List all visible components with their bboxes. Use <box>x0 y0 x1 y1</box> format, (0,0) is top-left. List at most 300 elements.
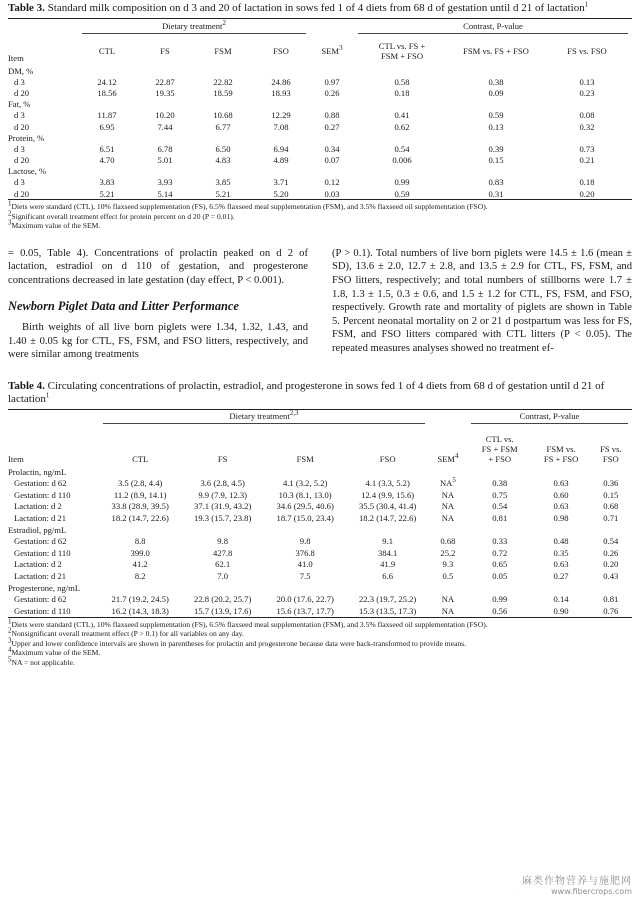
col-fsm: FSM <box>296 453 314 464</box>
row-label: Gestation: d 110 <box>14 605 71 616</box>
cell-value: 9.8 <box>299 536 311 547</box>
table-cell <box>136 177 194 188</box>
table-cell <box>78 110 136 121</box>
group-row <box>8 582 632 594</box>
col-contrast-3 <box>590 428 632 466</box>
cell-value: 0.68 <box>440 536 456 547</box>
cell-value: 5.21 <box>215 188 231 199</box>
cell-value: NA <box>441 501 455 512</box>
c1-line2: FSM + FSO <box>380 51 424 61</box>
table-cell <box>99 489 181 501</box>
table-cell <box>542 121 632 132</box>
cell-value: 0.05 <box>492 571 508 582</box>
table-cell <box>533 593 590 605</box>
table-cell <box>99 547 181 559</box>
table-cell <box>264 478 346 490</box>
group-label: Progesterone, ng/mL <box>8 582 81 593</box>
group-row <box>8 166 632 177</box>
cell-value: 3.71 <box>273 177 289 188</box>
cell-value: 0.54 <box>603 536 619 547</box>
table-cell <box>78 76 136 87</box>
table3-caption-text: Standard milk composition on d 3 and 20 of lactation in sows fed 1 of 4 diets from 68 d of gestation until d 21 of lactation <box>47 2 585 14</box>
cell-value: 0.90 <box>553 605 569 616</box>
table3-caption <box>8 2 628 15</box>
cell-value: 4.1 (3.3, 5.2) <box>365 478 410 489</box>
cell-value: 0.26 <box>324 87 340 98</box>
table-row <box>8 512 632 524</box>
footnote <box>8 655 632 668</box>
table4-dietary-header <box>99 410 429 428</box>
cell-value: 18.2 (14.7, 22.6) <box>111 513 169 524</box>
table-cell <box>194 87 252 98</box>
table-row <box>8 593 632 605</box>
table-cell <box>467 593 533 605</box>
table-cell <box>194 76 252 87</box>
cell-value: 6.95 <box>99 121 115 132</box>
table-cell <box>99 501 181 513</box>
table-cell <box>354 143 450 154</box>
cell-value: 5.01 <box>157 155 173 166</box>
sem-sup: 4 <box>455 452 459 461</box>
cell-value: 0.63 <box>553 478 569 489</box>
table-cell <box>450 143 542 154</box>
cell-value: 12.4 (9.9, 15.6) <box>361 489 415 500</box>
cell-value: 5.21 <box>99 188 115 199</box>
cell-value: 10.68 <box>213 110 233 121</box>
cell-value: 7.0 <box>217 571 229 582</box>
table-cell <box>252 87 310 98</box>
cell-value: 3.83 <box>99 177 115 188</box>
table-row <box>8 177 632 188</box>
table-cell <box>136 87 194 98</box>
cell-value: 0.60 <box>553 489 569 500</box>
table-cell <box>99 559 181 571</box>
table-cell <box>467 535 533 547</box>
cell-value: 18.2 (14.7, 22.6) <box>359 513 417 524</box>
col-contrast-3: FS vs. FSO <box>567 46 607 56</box>
cell-value: 19.3 (15.7, 23.8) <box>194 513 252 524</box>
table-cell <box>264 501 346 513</box>
cell-value: 0.68 <box>603 501 619 512</box>
footnote <box>8 617 632 630</box>
body-left-column <box>8 247 308 362</box>
footnote-sup: 3 <box>8 636 12 645</box>
cell-value: 24.86 <box>271 76 291 87</box>
cell-value: 399.0 <box>130 547 150 558</box>
cell-value: 0.59 <box>394 188 410 199</box>
cell-value: 7.5 <box>299 571 311 582</box>
cell-value: 0.43 <box>603 571 619 582</box>
col-sem <box>429 428 467 466</box>
cell-value: 0.13 <box>579 76 595 87</box>
group-dietary: Dietary treatment <box>229 411 290 422</box>
table-cell <box>346 501 428 513</box>
cell-value: 6.51 <box>99 143 115 154</box>
cell-value: 12.29 <box>271 110 291 121</box>
table-cell <box>429 570 467 582</box>
cell-value: 0.97 <box>324 76 340 87</box>
cell-value: 7.08 <box>273 121 289 132</box>
group-row <box>8 524 632 536</box>
cell-value: 10.3 (8.1, 13.0) <box>278 489 332 500</box>
table-cell <box>533 489 590 501</box>
cell-value: 6.6 <box>382 571 394 582</box>
body-text <box>8 247 632 362</box>
table-cell <box>590 501 632 513</box>
table4-caption-text: Circulating concentrations of prolactin, estradiol, and progesterone in sows fed 1 of 4 diets from 68 d of gestation until d 21 of lactation <box>8 379 605 405</box>
table-cell <box>467 570 533 582</box>
c1-line3: + FSO <box>488 453 512 464</box>
cell-value: 20.0 (17.6, 22.7) <box>276 594 334 605</box>
table-row <box>8 489 632 501</box>
table3-dietary-header <box>78 19 310 37</box>
table4-caption <box>8 380 628 406</box>
cell-value: 0.27 <box>324 121 340 132</box>
group-row <box>8 99 632 110</box>
table-cell <box>136 143 194 154</box>
body-left-para2: Birth weights of all live born piglets were 1.34, 1.32, 1.43, and 1.40 ± 0.05 kg for CTL, FS, FSM, and FSO litters, respectively, and were similar among treatments <box>8 322 308 361</box>
table-cell <box>450 110 542 121</box>
footnote-text: Significant overall treatment effect for protein percent on d 20 (P = 0.01). <box>11 211 235 221</box>
cell-value: 0.73 <box>579 143 595 154</box>
cell-value: 0.76 <box>603 605 619 616</box>
table-cell <box>346 547 428 559</box>
cell-value: 0.27 <box>553 571 569 582</box>
table-cell <box>252 143 310 154</box>
footnote <box>8 199 632 212</box>
cell-value: 18.7 (15.0, 23.4) <box>276 513 334 524</box>
row-label: d 3 <box>14 76 25 87</box>
watermark-line1: 麻类作物营养与施肥网 <box>522 876 632 887</box>
cell-value: 6.78 <box>157 143 173 154</box>
row-label: Gestation: d 110 <box>14 547 71 558</box>
table-cell <box>310 143 354 154</box>
table4 <box>8 380 632 667</box>
cell-value: 6.50 <box>215 143 231 154</box>
table-cell <box>194 143 252 154</box>
table-cell <box>450 87 542 98</box>
table-cell <box>310 155 354 166</box>
cell-sup: 5 <box>452 476 456 485</box>
table3-contrast-header <box>354 19 632 37</box>
cell-value: 0.65 <box>492 559 508 570</box>
table-cell <box>429 489 467 501</box>
cell-value: 0.5 <box>442 571 454 582</box>
table-row <box>8 121 632 132</box>
footnote-sup: 2 <box>8 626 12 635</box>
caption-sup: 1 <box>584 0 589 9</box>
cell-value: 0.23 <box>579 87 595 98</box>
col-item: Item <box>8 453 24 464</box>
cell-value: 0.15 <box>488 155 504 166</box>
col-ctl: CTL <box>98 46 116 56</box>
table3 <box>8 2 632 231</box>
cell-value: 0.98 <box>553 513 569 524</box>
table-cell <box>310 110 354 121</box>
cell-value: 0.72 <box>492 547 508 558</box>
table-row <box>8 188 632 199</box>
table-row <box>8 570 632 582</box>
group-row <box>8 65 632 76</box>
row-label: Gestation: d 62 <box>14 594 67 605</box>
group-contrast: Contrast, P-value <box>471 411 628 424</box>
footnote-sup: 3 <box>8 218 12 227</box>
cell-value: 33.8 (28.9, 39.5) <box>111 501 169 512</box>
table-cell <box>264 489 346 501</box>
table-cell <box>533 535 590 547</box>
cell-value: 0.15 <box>603 489 619 500</box>
col-fs: FS <box>160 46 170 56</box>
table-row <box>8 501 632 513</box>
table-cell <box>136 110 194 121</box>
group-label: Prolactin, ng/mL <box>8 466 67 477</box>
cell-value: 37.1 (31.9, 43.2) <box>194 501 252 512</box>
cell-value: 18.59 <box>213 87 233 98</box>
table-cell <box>533 605 590 617</box>
group-row <box>8 132 632 143</box>
table-cell <box>136 188 194 199</box>
c3-line2: FSO <box>602 453 619 464</box>
table-cell <box>78 143 136 154</box>
table-row <box>8 547 632 559</box>
row-label: Lactation: d 2 <box>14 559 62 570</box>
table-cell <box>533 559 590 571</box>
cell-value: 21.7 (19.2, 24.5) <box>111 594 169 605</box>
table-cell <box>467 501 533 513</box>
table-cell <box>310 87 354 98</box>
table-cell <box>264 512 346 524</box>
table-cell <box>252 76 310 87</box>
cell-value: 4.70 <box>99 155 115 166</box>
table-row <box>8 535 632 547</box>
table-cell <box>78 188 136 199</box>
group-label: Protein, % <box>8 132 45 143</box>
group-dietary: Dietary treatment <box>162 20 223 31</box>
cell-value: 0.75 <box>492 489 508 500</box>
section-subheading: Newborn Piglet Data and Litter Performance <box>8 298 239 313</box>
table-cell <box>533 512 590 524</box>
table-cell <box>252 177 310 188</box>
table-cell <box>194 110 252 121</box>
sem-label: SEM <box>321 46 340 56</box>
row-label: d 3 <box>14 177 25 188</box>
cell-value: 0.08 <box>579 110 595 121</box>
row-label: d 20 <box>14 87 30 98</box>
table4-label: Table 4. <box>8 379 45 392</box>
table-cell <box>181 478 263 490</box>
cell-value: 0.09 <box>488 87 504 98</box>
table3-footnotes <box>8 199 632 231</box>
group-dietary-sup: 2,3 <box>289 409 299 418</box>
cell-value: 4.89 <box>273 155 289 166</box>
cell-value: 0.41 <box>394 110 410 121</box>
table-cell <box>264 570 346 582</box>
table-cell <box>264 559 346 571</box>
table-cell <box>542 76 632 87</box>
table4-grid <box>8 410 632 617</box>
table-cell <box>590 478 632 490</box>
footnote-text: Diets were standard (CTL), 10% flaxseed supplementation (FS), 6.5% flaxseed meal supplementation (FSM), and 3.5% flaxseed oil supplementation (FSO). <box>11 202 488 212</box>
table-cell <box>450 177 542 188</box>
table-cell <box>533 547 590 559</box>
table3-label: Table 3. <box>8 2 45 14</box>
cell-value: 7.44 <box>157 121 173 132</box>
table-row <box>8 143 632 154</box>
sem-sup: 3 <box>339 44 343 53</box>
cell-value: 8.8 <box>134 536 146 547</box>
table-cell <box>429 501 467 513</box>
cell-value: 0.83 <box>488 177 504 188</box>
cell-value: 0.81 <box>492 513 508 524</box>
table-cell <box>99 605 181 617</box>
table-cell <box>590 489 632 501</box>
col-sem <box>310 37 354 65</box>
watermark <box>522 872 632 896</box>
cell-value: NA <box>441 594 455 605</box>
c1-line2: FS + FSM <box>481 443 518 454</box>
cell-value: 62.1 <box>215 559 231 570</box>
table-cell <box>429 535 467 547</box>
cell-value: 0.36 <box>603 478 619 489</box>
cell-value: 35.5 (30.4, 41.4) <box>359 501 417 512</box>
table-cell <box>264 593 346 605</box>
row-label: d 20 <box>14 188 30 199</box>
c2-line2: FS + FSO <box>543 453 579 464</box>
table-cell <box>346 570 428 582</box>
cell-value: 22.87 <box>155 76 175 87</box>
row-label: d 20 <box>14 155 30 166</box>
footnote-sup: 2 <box>8 209 12 218</box>
cell-value: 0.12 <box>324 177 340 188</box>
cell-value: 0.31 <box>488 188 504 199</box>
table-cell <box>264 605 346 617</box>
cell-value: 0.34 <box>324 143 340 154</box>
cell-value: NA <box>441 605 455 616</box>
row-label: Lactation: d 21 <box>14 571 67 582</box>
table-row <box>8 76 632 87</box>
footnote-text: Nonsignificant overall treatment effect (P > 0.1) for all variables on any day. <box>11 629 244 639</box>
caption-sup: 1 <box>45 391 50 400</box>
table3-grid <box>8 19 632 199</box>
cell-value: 0.63 <box>553 501 569 512</box>
cell-value: 0.99 <box>492 594 508 605</box>
group-label: Lactose, % <box>8 166 47 177</box>
group-label: Estradiol, pg/mL <box>8 524 67 535</box>
table-cell <box>310 177 354 188</box>
row-label: Gestation: d 110 <box>14 489 71 500</box>
table-cell <box>181 570 263 582</box>
row-label: d 3 <box>14 143 25 154</box>
cell-value: 0.32 <box>579 121 595 132</box>
table-cell <box>181 535 263 547</box>
table-cell <box>136 121 194 132</box>
cell-value: 5.14 <box>157 188 173 199</box>
footnote <box>8 626 632 639</box>
footnote-sup: 1 <box>8 617 12 626</box>
table-cell <box>590 535 632 547</box>
cell-value: 6.94 <box>273 143 289 154</box>
group-label: Fat, % <box>8 99 31 110</box>
table-cell <box>533 501 590 513</box>
table-cell <box>252 155 310 166</box>
rule <box>8 617 632 618</box>
table-cell <box>429 605 467 617</box>
cell-value: 41.2 <box>132 559 148 570</box>
cell-value: 41.0 <box>297 559 313 570</box>
col-fsm: FSM <box>214 46 232 56</box>
cell-value: 0.58 <box>394 76 410 87</box>
cell-value: 0.14 <box>553 594 569 605</box>
table-cell <box>429 593 467 605</box>
cell-value: 22.3 (19.7, 25.2) <box>359 594 417 605</box>
table-row <box>8 87 632 98</box>
cell-value: NA <box>441 513 455 524</box>
cell-value: 3.85 <box>215 177 231 188</box>
table-cell <box>194 121 252 132</box>
col-contrast-1 <box>354 37 450 65</box>
table-cell <box>99 535 181 547</box>
table-cell <box>354 87 450 98</box>
table-cell <box>78 155 136 166</box>
cell-value: 19.35 <box>155 87 175 98</box>
table-cell <box>467 559 533 571</box>
table-cell <box>542 155 632 166</box>
table-cell <box>264 535 346 547</box>
cell-value: 0.62 <box>394 121 410 132</box>
table-cell <box>450 155 542 166</box>
table-cell <box>181 489 263 501</box>
cell-value: 0.59 <box>488 110 504 121</box>
cell-value: 34.6 (29.5, 40.6) <box>276 501 334 512</box>
table-cell <box>310 188 354 199</box>
row-label: Lactation: d 2 <box>14 501 62 512</box>
cell-value: 4.83 <box>215 155 231 166</box>
table-cell <box>542 188 632 199</box>
col-fso: FSO <box>273 46 289 56</box>
cell-value: 15.6 (13.7, 17.7) <box>276 605 334 616</box>
table-cell <box>590 605 632 617</box>
table-cell <box>78 87 136 98</box>
cell-value: 4.1 (3.2, 5.2) <box>282 478 328 489</box>
table-cell <box>252 110 310 121</box>
row-label: d 20 <box>14 121 30 132</box>
footnote-sup: 5 <box>8 655 12 664</box>
cell-value: 0.81 <box>603 594 619 605</box>
col-item: Item <box>8 53 24 63</box>
table-cell <box>429 547 467 559</box>
cell-value: 16.2 (14.3, 18.3) <box>111 605 169 616</box>
cell-value: 24.12 <box>97 76 117 87</box>
footnote <box>8 645 632 658</box>
table-cell <box>542 110 632 121</box>
table-cell <box>136 155 194 166</box>
cell-value: 0.07 <box>324 155 340 166</box>
table-row <box>8 155 632 166</box>
table4-body <box>8 466 632 617</box>
table-cell <box>429 559 467 571</box>
c1-line1: CTL vs. FS + <box>378 41 426 51</box>
table-cell <box>99 478 181 490</box>
cell-value: 41.9 <box>380 559 396 570</box>
cell-value: 0.20 <box>603 559 619 570</box>
cell-value: 9.8 <box>217 536 229 547</box>
cell-value: 11.87 <box>97 110 117 121</box>
table-cell <box>467 512 533 524</box>
col-contrast-1 <box>467 428 533 466</box>
cell-value: 9.1 <box>382 536 394 547</box>
table-cell <box>467 489 533 501</box>
col-contrast-2 <box>533 428 590 466</box>
